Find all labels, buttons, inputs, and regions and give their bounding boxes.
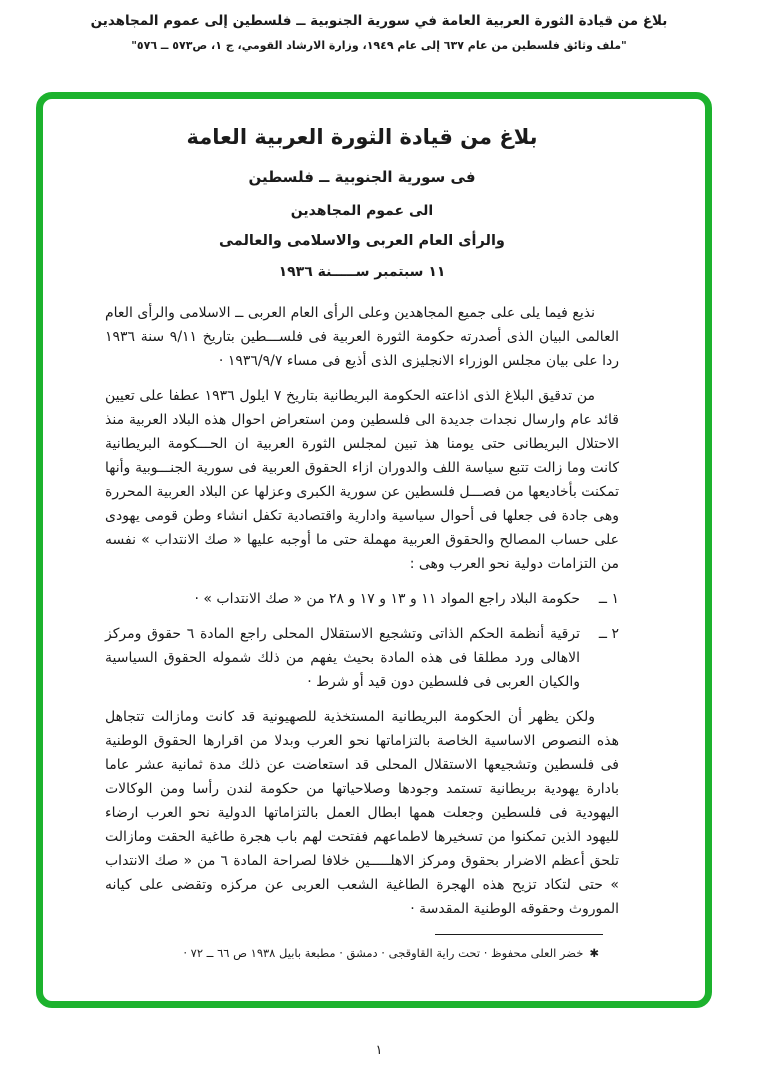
document-frame	[36, 92, 712, 1008]
footnote-asterisk-icon: ✱	[589, 946, 599, 960]
list-item-2-text: ترقية أنظمة الحكم الذاتى وتشجيع الاستقلال المحلى راجع المادة ٦ حقوق ومركز الاهالى ورد مطلقا فى هذه المادة بحيث يفهم من ذلك شموله الحقوق السياسية والكيان العربى فى فلسطين دون قيد أو شرط ·	[105, 626, 580, 690]
list-item-1	[105, 587, 619, 611]
list-item-1-text: حكومة البلاد راجع المواد ١١ و ١٣ و ١٧ و ٢٨ من « صك الانتداب » ·	[194, 591, 580, 607]
list-item-2-number: ٢ ــ	[598, 626, 619, 642]
document-body	[43, 99, 705, 962]
footnote-text: خضر العلى محفوظ · تحت راية القاوقجى · دمشق · مطبعة بابيل ١٩٣٨ ص ٦٦ ــ ٧٢ ·	[183, 946, 584, 960]
source-header-reference: "ملف وثائق فلسطين من عام ٦٣٧ إلى عام ١٩٤٩، وزارة الارشاد القومي، ج ١، ص٥٧٣ ــ ٥٧٦"	[131, 39, 627, 52]
footnote	[105, 944, 619, 962]
page-number: ١	[375, 1043, 383, 1058]
footnote-separator	[435, 934, 603, 935]
document-title: بلاغ من قيادة الثورة العربية العامة	[186, 125, 538, 149]
document-addressee: الى عموم المجاهدين	[290, 203, 434, 219]
document-addressee-secondary: والرأى العام العربى والاسلامى والعالمى	[219, 233, 505, 249]
document-subtitle-location: فى سورية الجنوبية ــ فلسطين	[248, 168, 476, 186]
source-header-title: بلاغ من قيادة الثورة العربية العامة في سورية الجنوبية ــ فلسطين إلى عموم المجاهدين	[90, 13, 668, 29]
paragraph-announcement: نذيع فيما يلى على جميع المجاهدين وعلى الرأى العام العربى ــ الاسلامى والرأى العام العالمى البيان الذى أصدرته حكومة الثورة العربية فى فلســـطين بتاريخ ٩/١١ سنة ١٩٣٦ ردا على بيان مجلس الوزراء الانجليزى الذى أذيع فى مساء ١٩٣٦/٩/٧ ·	[105, 305, 619, 369]
paragraph-conclusion: ولكن يظهر أن الحكومة البريطانية المستخذية للصهيونية قد كانت ومازالت تتجاهل هذه النصوص الاساسية الخاصة بالتزاماتها نحو العرب وبدلا من اقرارها الحقوق الوطنية فى فلسطين وتشجيعها الاستقلال المحلى قد استعاضت عن ذلك مدة ثمانية عشر عاما بادارة يهودية بريطانية تستمد وجودها وصلاحياتها من حكومة لندن رأسا ومن الوكالات اليهودية فى فلسطين وجعلت همها ابطال العمل بالتزاماتها الدولية نحو العرب ارضاء لليهود الذين تمكنوا من تسخيرها لاطماعهم ففتحت لهم باب هجرة طاغية الحقت ومازالت تلحق أعظم الاضرار بحقوق ومركز الاهلـــــين خلافا لصراحة المادة ٦ من « صك الانتداب » حتى لتكاد تزيح هذه الهجرة الطاغية الشعب العربى عن مركزه وتقضى على كيانه الموروث وحقوقه الوطنية المقدسة ·	[105, 709, 619, 917]
paragraph-analysis: من تدقيق البلاغ الذى اذاعته الحكومة البريطانية بتاريخ ٧ ايلول ١٩٣٦ عطفا على تعيين قائد عام وارسال نجدات جديدة الى فلسطين ومن استعراض احوال هذه البلاد العربية منذ الاحتلال البريطانى حتى يومنا هذ تبين لمجلس الثورة العربية ان الحـــكومة البريطانية كانت وما زالت تتبع سياسة اللف والدوران ازاء الحقوق العربية فى سورية الجنـــوبية وأنها تمكنت بأخاديعها من فصـــل فلسطين عن سورية الكبرى وعزلها عن البلاد العربية المحررة وهى جادة فى جعلها فى أحوال سياسية وادارية واقتصادية تكفل انشاء وطن قومى يهودى على حساب المصالح والحقوق العربية مهملة حتى ما أوجبه عليها « صك الانتداب » نفسه من التزامات دولية نحو العرب وهى :	[105, 388, 619, 572]
document-date: ١١ سبتمبر ســـــنة ١٩٣٦	[278, 264, 446, 280]
source-header	[0, 13, 758, 52]
list-item-1-number: ١ ــ	[598, 591, 619, 607]
list-item-2	[105, 622, 619, 694]
